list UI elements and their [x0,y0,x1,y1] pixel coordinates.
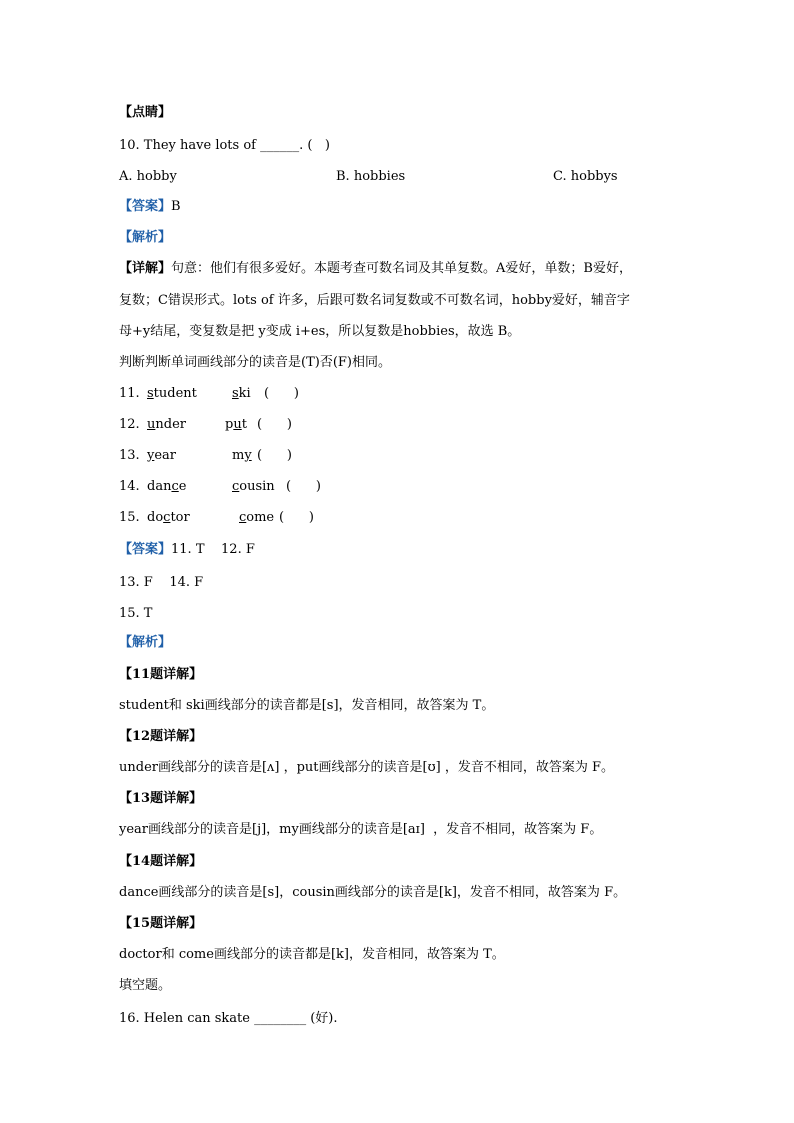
answers-text: 11. T 12. F [171,542,255,557]
q10-answer-line [119,198,181,216]
word-part: tor [170,510,190,525]
word-underlined: y [147,448,155,463]
q10-detail-line-1 [119,260,632,278]
word-part: do [147,510,164,525]
pair-13-word-a [147,447,176,465]
word-underlined: c [171,479,179,494]
detail-tag: 【详解】 [119,261,172,276]
q10-option-b: B. hobbies [336,169,406,184]
pair-12-word-b [225,416,247,434]
detail-15-title: 【15题详解】 [119,916,203,931]
q10-analysis-tag: 【解析】 [119,230,172,245]
detail-14-text: dance画线部分的读音是[s]，cousin画线部分的读音是[k]，发音不相同，故答案为 F。 [119,885,627,900]
word-part: ear [154,448,177,463]
detail-11-title: 【11题详解】 [119,667,203,682]
q10-option-a: A. hobby [119,169,177,184]
word-part: t [241,417,247,432]
fill-title: 填空题。 [119,978,172,993]
pair-12-paren: ( ) [257,417,292,432]
pair-13-word-b [232,447,252,465]
pair-15-word-b [239,509,274,527]
analysis-tag: 【解析】 [119,635,172,650]
pair-14-word-b [232,478,275,496]
dianjing-heading: 【点睛】 [119,105,172,120]
q10-answer: B [171,199,181,214]
pair-14-num: 14. [119,479,140,494]
word-part: e [178,479,187,494]
word-part: ome [246,510,275,525]
word-part: nder [155,417,186,432]
answers-line-1 [119,541,255,559]
pair-15-paren: ( ) [279,510,314,525]
detail-text: 句意：他们有很多爱好。本题考查可数名词及其单复数。A爱好，单数；B爱好， [171,261,632,276]
answers-line-3: 15. T [119,606,153,621]
detail-12-title: 【12题详解】 [119,729,203,744]
pair-13-paren: ( ) [257,448,292,463]
pair-14-paren: ( ) [286,479,321,494]
word-underlined: s [232,386,239,401]
q10-question: 10. They have lots of ______. ( ) [119,138,330,153]
pair-11-word-a [147,385,197,403]
section-intro: 判断判断单词画线部分的读音是(T)否(F)相同。 [119,355,391,370]
word-underlined: u [233,417,242,432]
detail-14-title: 【14题详解】 [119,854,203,869]
q10-detail-line-2: 复数；C错误形式。lots of 许多，后跟可数名词复数或不可数名词，hobby爱好，辅音字 [119,293,630,308]
pair-15-num: 15. [119,510,140,525]
q16-question: 16. Helen can skate ________ (好). [119,1011,338,1026]
detail-13-text: year画线部分的读音是[j]，my画线部分的读音是[aɪ] ，发音不相同，故答案为 F。 [119,822,603,837]
answer-tag: 【答案】 [119,542,172,557]
pair-12-num: 12. [119,417,140,432]
word-part: dan [147,479,172,494]
word-underlined: c [232,479,240,494]
q10-detail-line-3: 母+y结尾，变复数是把 y变成 i+es，所以复数是hobbies，故选 B。 [119,324,521,339]
word-underlined: c [239,510,247,525]
pair-15-word-a [147,509,190,527]
q10-option-c: C. hobbys [553,169,618,184]
word-underlined: y [244,448,252,463]
pair-12-word-a [147,416,186,434]
detail-12-text: under画线部分的读音是[ʌ] ，put画线部分的读音是[ʊ] ，发音不相同，故答案为 F。 [119,760,615,775]
answers-line-2: 13. F 14. F [119,575,204,590]
word-underlined: c [163,510,171,525]
word-underlined: s [147,386,154,401]
word-underlined: u [147,417,156,432]
word-part: p [225,417,234,432]
word-part: ousin [239,479,275,494]
pair-11-word-b [232,385,251,403]
pair-13-num: 13. [119,448,140,463]
answer-tag: 【答案】 [119,199,172,214]
detail-11-text: student和 ski画线部分的读音都是[s]，发音相同，故答案为 T。 [119,698,495,713]
word-part: m [232,448,245,463]
pair-11-num: 11. [119,386,140,401]
pair-11-paren: ( ) [264,386,299,401]
word-part: ki [238,386,251,401]
detail-13-title: 【13题详解】 [119,791,203,806]
detail-15-text: doctor和 come画线部分的读音都是[k]，发音相同，故答案为 T。 [119,947,505,962]
pair-14-word-a [147,478,186,496]
word-part: tudent [153,386,197,401]
